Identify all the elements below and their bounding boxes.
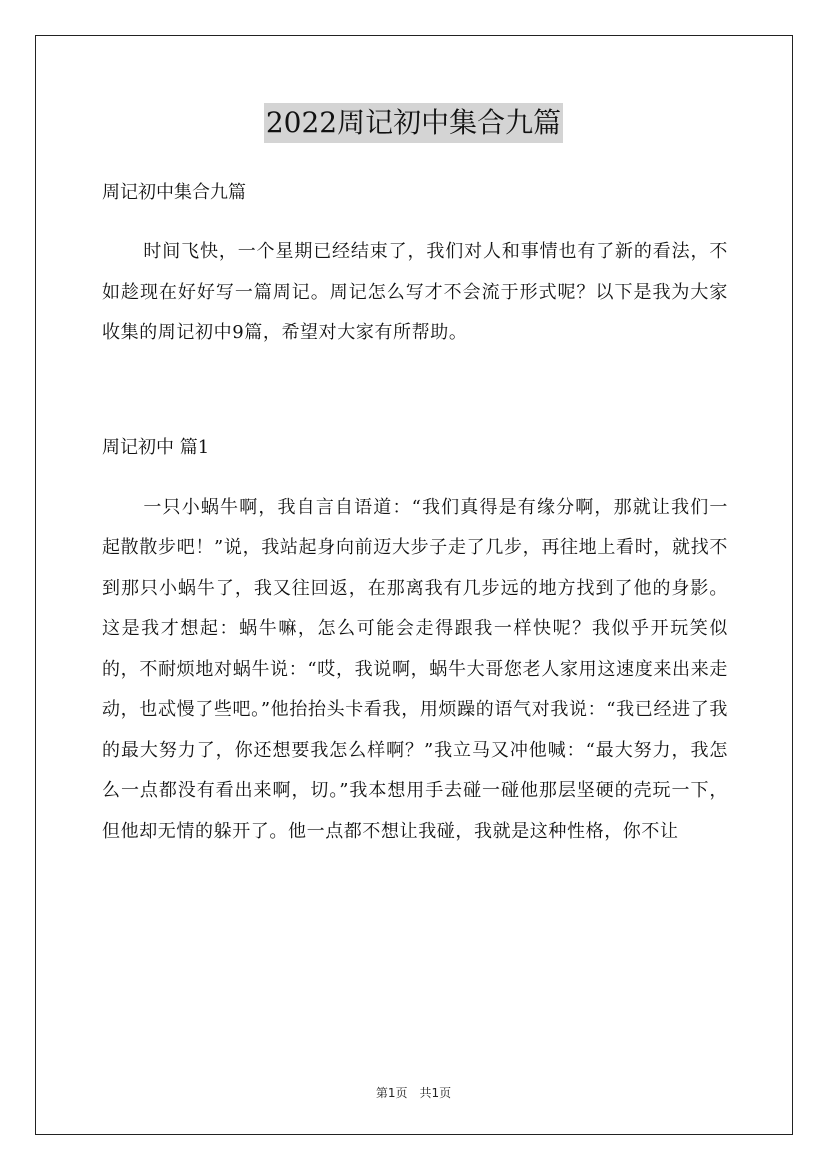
intro-paragraph: 时间飞快，一个星期已经结束了，我们对人和事情也有了新的看法，不如趁现在好好写一篇周记。周记怎么写才不会流于形式呢？以下是我为大家收集的周记初中9篇，希望对大家有所帮助。 xyxy=(102,241,728,343)
document-body xyxy=(102,174,728,852)
section-heading: 周记初中 篇1 xyxy=(102,436,210,458)
document-subtitle: 周记初中集合九篇 xyxy=(102,182,246,203)
page-number: 第1页 共1页 xyxy=(375,1086,452,1100)
document-title xyxy=(0,102,827,143)
section-paragraph: 一只小蜗牛啊，我自言自语道：“我们真得是有缘分啊，那就让我们一起散散步吧！”说，我站起身向前迈大步子走了几步，再往地上看时，就找不到那只小蜗牛了，我又往回返，在那离我有几步远的地方找到了他的身影。这是我才想起：蜗牛嘛，怎么可能会走得跟我一样快呢？我似乎开玩笑似的，不耐烦地对蜗牛说：“哎，我说啊，蜗牛大哥您老人家用这速度来出来走动，也忒慢了些吧。”他抬抬头卡看我，用烦躁的语气对我说：“我已经进了我的最大努力了，你还想要我怎么样啊？”我立马又冲他喊：“最大努力，我怎么一点都没有看出来啊，切。”我本想用手去碰一碰他那层坚硬的壳玩一下，但他却无情的躲开了。他一点都不想让我碰，我就是这种性格，你不让 xyxy=(102,496,728,842)
document-title-text: 2022周记初中集合九篇 xyxy=(264,103,563,143)
